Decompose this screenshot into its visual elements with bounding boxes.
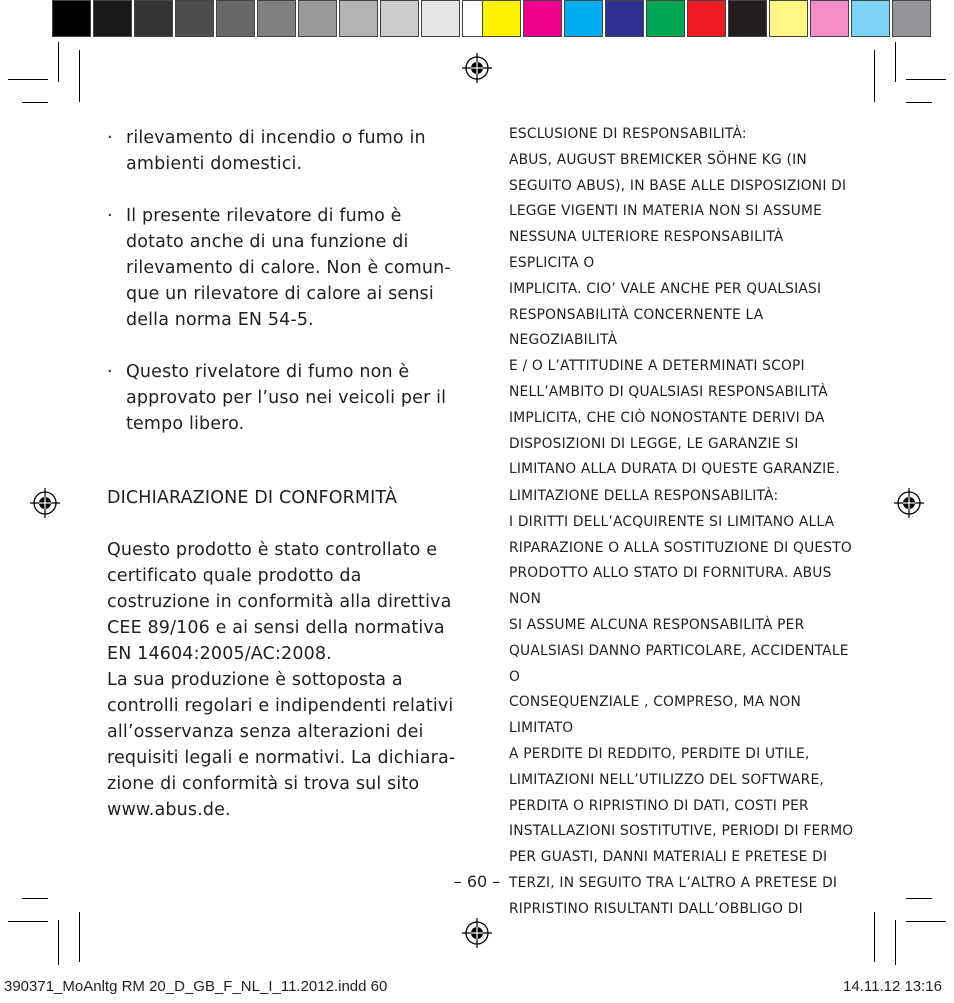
- text-line: PRODOTTO ALLO STATO DI FORNITURA. ABUS NON: [509, 565, 832, 608]
- bullet-line: tempo libero.: [126, 414, 245, 434]
- text-line: TERZI, IN SEGUITO TRA L’ALTRO A PRETESE DI: [509, 874, 838, 891]
- text-line: QUALSIASI DANNO PARTICOLARE, ACCIDENTALE O: [509, 642, 849, 685]
- bullet-line: Questo rivelatore di fumo non è: [126, 362, 410, 382]
- crop-mark: [8, 79, 48, 80]
- text-line: LIMITANO ALLA DURATA DI QUESTE GARANZIE.: [509, 461, 840, 478]
- text-line: La sua produzione è sottoposta a: [107, 670, 403, 690]
- color-swatch: [564, 0, 603, 37]
- color-swatch: [892, 0, 931, 37]
- color-swatch: [810, 0, 849, 37]
- registration-mark-icon: [894, 488, 924, 518]
- color-swatch: [605, 0, 644, 37]
- text-line: RESPONSABILITÀ CONCERNENTE LA NEGOZIABILITÀ: [509, 306, 764, 349]
- crop-mark: [58, 42, 59, 82]
- bullet-item: [107, 359, 452, 437]
- crop-mark: [895, 42, 896, 82]
- color-swatch: [769, 0, 808, 37]
- exclusion-section: [509, 122, 854, 483]
- process-color-bar: [482, 0, 933, 40]
- color-swatch: [380, 0, 419, 37]
- color-swatch: [93, 0, 132, 37]
- text-line: requisiti legali e normativi. La dichiara-: [107, 748, 456, 768]
- registration-mark-icon: [30, 488, 60, 518]
- bullet-marker: ·: [107, 206, 113, 226]
- bullet-marker: ·: [107, 362, 113, 382]
- conformity-section: [107, 485, 457, 823]
- limitation-section: [509, 484, 854, 923]
- bullet-item: [107, 125, 452, 177]
- color-swatch: [523, 0, 562, 37]
- color-swatch: [52, 0, 91, 37]
- color-swatch: [851, 0, 890, 37]
- crop-mark: [874, 50, 875, 102]
- bullet-item: [107, 203, 452, 333]
- text-line: LIMITAZIONI NELL’UTILIZZO DEL SOFTWARE,: [509, 771, 824, 788]
- text-line: costruzione in conformità alla direttiva: [107, 592, 452, 612]
- bullet-line: que un rilevatore di calore ai sensi: [126, 284, 434, 304]
- color-swatch: [646, 0, 685, 37]
- text-line: ESCLUSIONE DI RESPONSABILITÀ:: [509, 126, 747, 142]
- color-swatch: [175, 0, 214, 37]
- text-line: RIPARAZIONE O ALLA SOSTITUZIONE DI QUESTO: [509, 539, 852, 556]
- color-swatch: [728, 0, 767, 37]
- grayscale-color-bar: [52, 0, 503, 40]
- color-swatch: [421, 0, 460, 37]
- text-line: CONSEQUENZIALE , COMPRESO, MA NON LIMITATO: [509, 694, 802, 737]
- text-line: PER GUASTI, DANNI MATERIALI E PRETESE DI: [509, 849, 828, 866]
- text-line: EN 14604:2005/AC:2008.: [107, 644, 332, 664]
- text-line: E / O L’ATTITUDINE A DETERMINATI SCOPI: [509, 358, 805, 375]
- bullet-line: rilevamento di calore. Non è comun-: [126, 258, 451, 278]
- text-line: Questo prodotto è stato controllato e: [107, 540, 438, 560]
- text-line: DISPOSIZIONI DI LEGGE, LE GARANZIE SI: [509, 435, 799, 452]
- text-line: all’osservanza senza alterazioni dei: [107, 722, 424, 742]
- crop-mark: [58, 920, 59, 965]
- text-line: zione di conformità si trova sul sito: [107, 774, 420, 794]
- page-number: – 60 –: [453, 872, 501, 891]
- color-swatch: [216, 0, 255, 37]
- color-swatch: [298, 0, 337, 37]
- bullet-line: Il presente rilevatore di fumo è: [126, 206, 402, 226]
- bullet-line: ambienti domestici.: [126, 154, 303, 174]
- conformity-heading: DICHIARAZIONE DI CONFORMITÀ: [107, 488, 398, 508]
- text-line: SEGUITO ABUS), IN BASE ALLE DISPOSIZIONI DI: [509, 177, 847, 194]
- text-line: INSTALLAZIONI SOSTITUTIVE, PERIODI DI FERMO: [509, 823, 854, 840]
- text-line: IMPLICITA. CIO’ VALE ANCHE PER QUALSIASI: [509, 280, 822, 297]
- bullet-marker: ·: [107, 128, 113, 148]
- text-line: certificato quale prodotto da: [107, 566, 362, 586]
- text-line: PERDITA O RIPRISTINO DI DATI, COSTI PER: [509, 797, 809, 814]
- text-line: CEE 89/106 e ai sensi della normativa: [107, 618, 445, 638]
- text-line: IMPLICITA, CHE CIÒ NONOSTANTE DERIVI DA: [509, 409, 825, 426]
- conformity-body: [107, 537, 457, 823]
- crop-mark: [22, 102, 48, 103]
- crop-mark: [906, 79, 946, 80]
- color-swatch: [687, 0, 726, 37]
- color-swatch: [339, 0, 378, 37]
- crop-mark: [906, 102, 932, 103]
- color-swatch: [134, 0, 173, 37]
- bullet-line: approvato per l’uso nei veicoli per il: [126, 388, 447, 408]
- bullet-line: rilevamento di incendio o fumo in: [126, 128, 426, 148]
- text-line: www.abus.de.: [107, 800, 231, 820]
- slug-filename: 390371_MoAnltg RM 20_D_GB_F_NL_I_11.2012.indd 60: [4, 978, 388, 995]
- text-line: ABUS, AUGUST BREMICKER SÖHNE KG (IN: [509, 151, 807, 168]
- crop-mark: [906, 898, 932, 899]
- crop-mark: [895, 920, 896, 965]
- usage-bullet-list: [107, 125, 452, 463]
- slug-date: 14.11.12 13:16: [843, 978, 942, 995]
- text-line: NELL’AMBITO DI QUALSIASI RESPONSABILITÀ: [509, 383, 828, 400]
- text-line: NESSUNA ULTERIORE RESPONSABILITÀ ESPLICITA O: [509, 229, 784, 271]
- crop-mark: [874, 912, 875, 962]
- crop-mark: [8, 921, 48, 922]
- text-line: LEGGE VIGENTI IN MATERIA NON SI ASSUME: [509, 203, 823, 220]
- color-swatch: [257, 0, 296, 37]
- text-line: RIPRISTINO RISULTANTI DALL’OBBLIGO DI: [509, 900, 803, 917]
- crop-mark: [79, 50, 80, 102]
- color-swatch: [482, 0, 521, 37]
- text-line: I DIRITTI DELL’ACQUIRENTE SI LIMITANO ALLA: [509, 513, 835, 530]
- crop-mark: [22, 898, 48, 899]
- text-line: A PERDITE DI REDDITO, PERDITE DI UTILE,: [509, 745, 810, 762]
- text-line: controlli regolari e indipendenti relativi: [107, 696, 454, 716]
- registration-mark-icon: [462, 53, 492, 83]
- registration-mark-icon: [462, 918, 492, 948]
- bullet-line: della norma EN 54-5.: [126, 310, 314, 330]
- crop-mark: [79, 912, 80, 962]
- text-line: SI ASSUME ALCUNA RESPONSABILITÀ PER: [509, 616, 805, 633]
- text-line: LIMITAZIONE DELLA RESPONSABILITÀ:: [509, 488, 779, 504]
- crop-mark: [906, 921, 946, 922]
- bullet-line: dotato anche di una funzione di: [126, 232, 409, 252]
